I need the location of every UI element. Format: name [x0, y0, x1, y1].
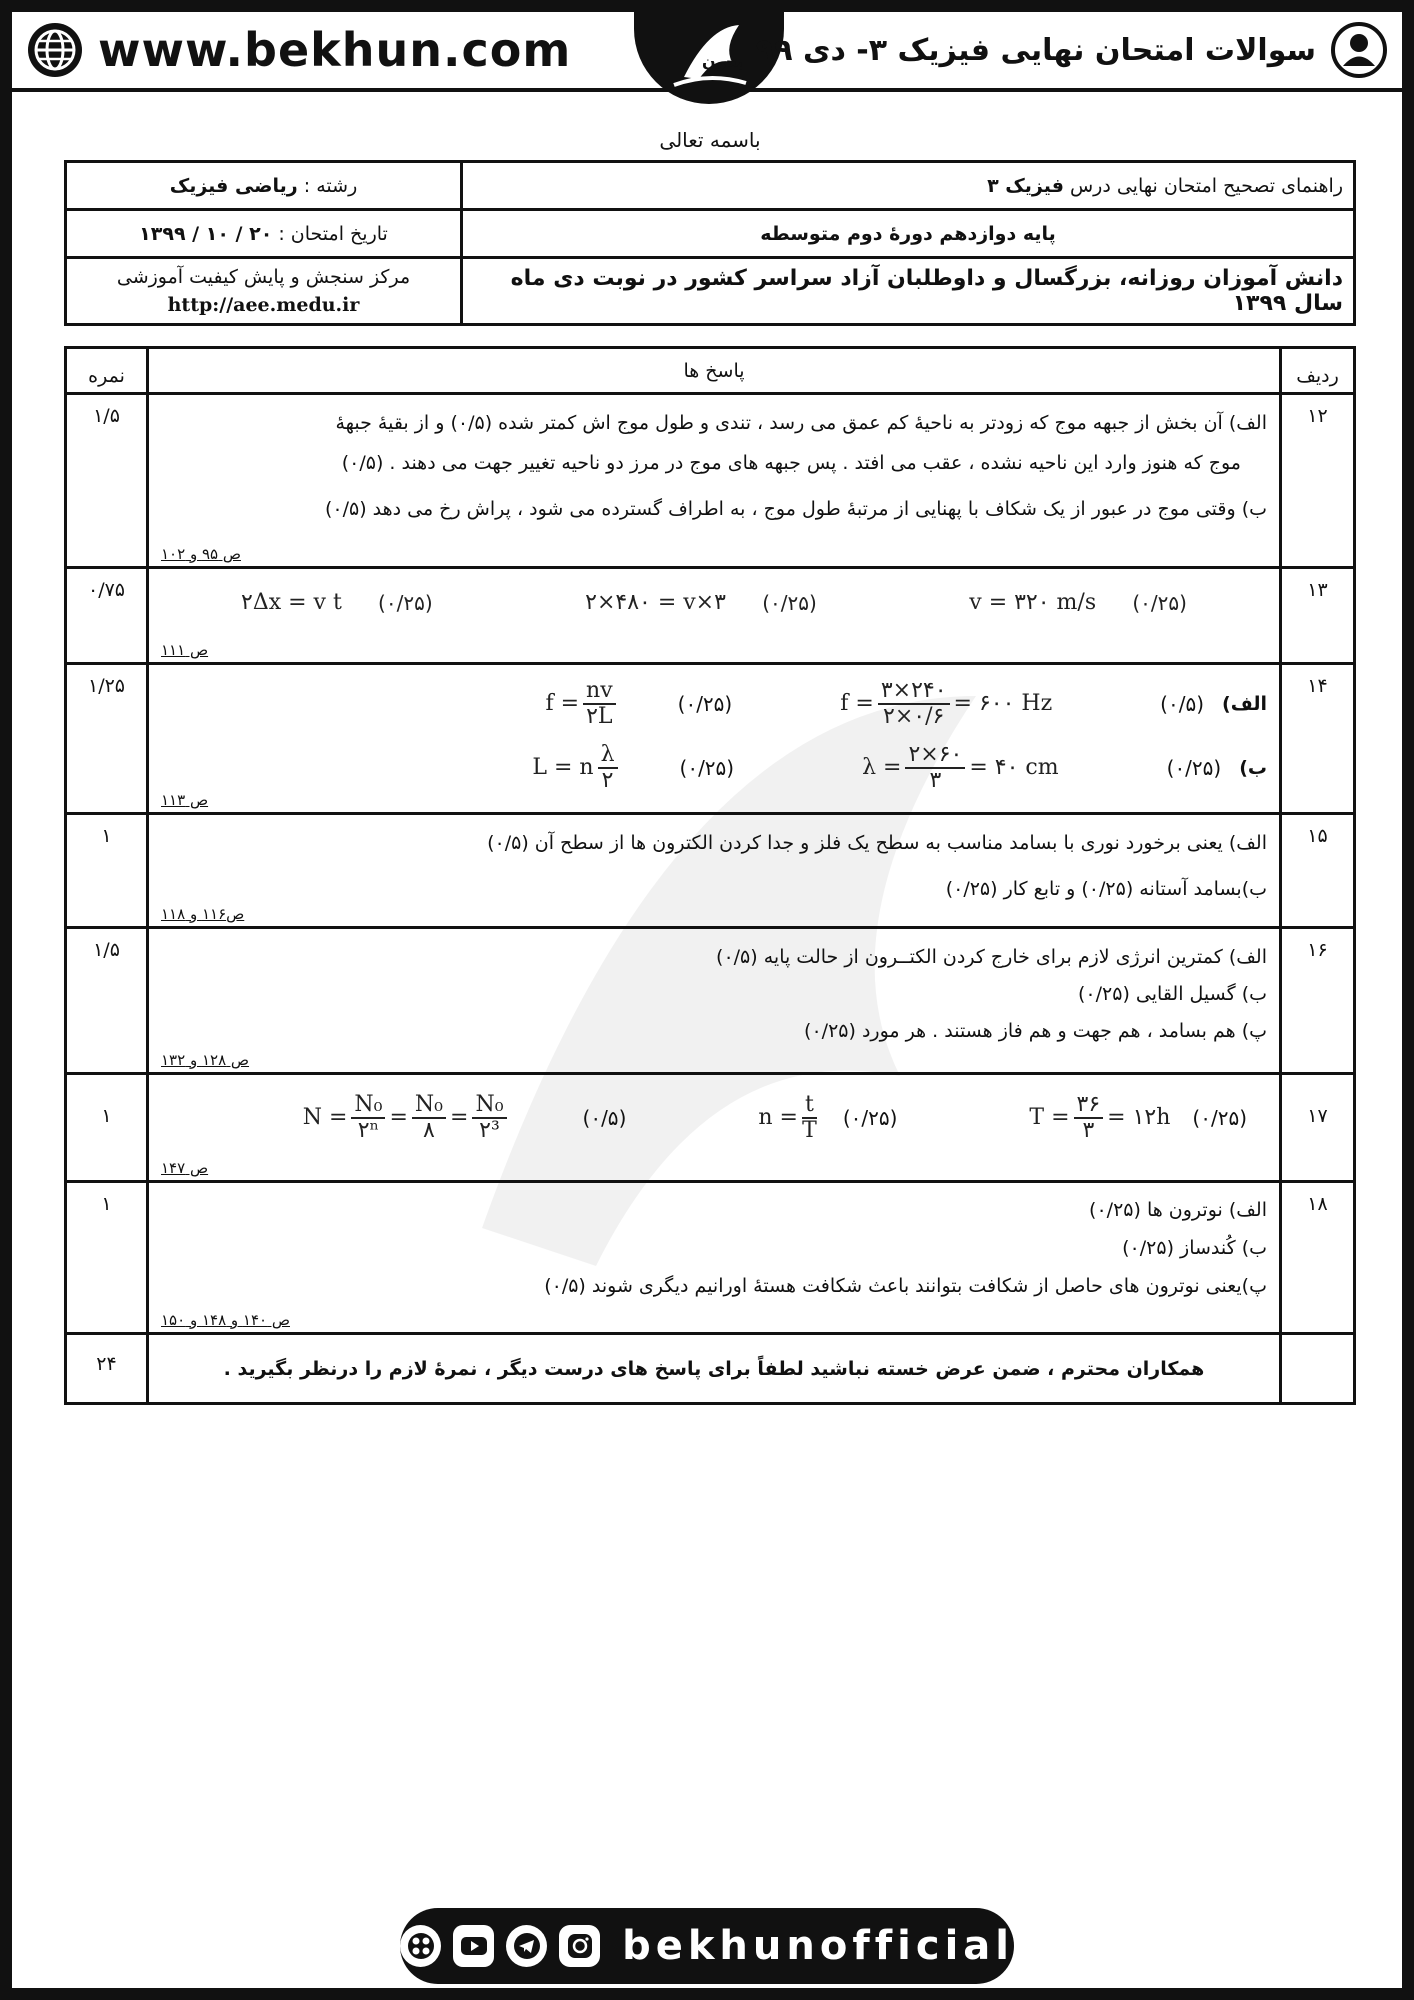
equation-lhs: L = n [532, 755, 594, 780]
user-icon [1330, 21, 1388, 79]
table-row [66, 1182, 1355, 1334]
answer-cell [148, 664, 1281, 814]
equation [545, 679, 619, 729]
equation: v = ۳۲۰ m/s [969, 590, 1097, 615]
center-url[interactable]: http://aee.medu.ir [167, 294, 360, 316]
table-row [66, 1074, 1355, 1182]
page-reference: ص ۱۱۱ [161, 641, 209, 659]
row-score: ۱ [66, 814, 148, 928]
numerator: ۳×۲۴۰ [878, 679, 950, 705]
numerator: t [802, 1093, 817, 1119]
fraction [412, 1093, 446, 1143]
answer-line: موج که هنوز وارد این ناحیه نشده ، عقب می افتد . پس جبهه های موج در مرز دو ناحیه تغییر جهت می دهند . (۰/۵) [341, 452, 1241, 474]
answer-line: الف) آن بخش از جبهه موج که زودتر به ناحیهٔ کم عمق می رسد ، تندی و طول موج اش کمتر شده (۰/۵) و از بقیهٔ جبههٔ [335, 412, 1267, 434]
aparat-icon[interactable] [400, 1925, 441, 1967]
numerator: ۲×۶۰ [905, 743, 965, 769]
equation [758, 1093, 820, 1143]
answer-line: ب) وقتی موج در عبور از یک شکاف با پهنایی از مرتبهٔ طول موج ، به اطراف گسترده می شود ، پراش رخ می دهد (۰/۵) [324, 498, 1267, 520]
logo-text: بخون [702, 52, 744, 71]
part-label: ب) [1239, 757, 1267, 779]
logo-emblem [654, 17, 764, 97]
page-reference: ص ۱۲۸ و ۱۳۲ [161, 1051, 250, 1069]
exam-title: سوالات امتحان نهایی فیزیک ۳- دی ۹۹ [755, 32, 1316, 68]
points: (۰/۲۵) [842, 1106, 898, 1130]
field-value: ریاضی فیزیک [169, 174, 298, 197]
equals-sign: = [450, 1105, 469, 1130]
points: (۰/۲۵) [1132, 591, 1187, 615]
points: (۰/۲۵) [762, 591, 817, 615]
equation [1029, 1093, 1170, 1143]
points: (۰/۵) [582, 1106, 627, 1130]
social-handle[interactable]: bekhunofficial [622, 1923, 1014, 1969]
equation: ۲×۴۸۰ = v×۳ [585, 590, 726, 615]
page-reference: ص ۱۴۰ و ۱۴۸ و ۱۵۰ [161, 1311, 290, 1329]
answer-cell [148, 568, 1281, 664]
numerator: N₀ [412, 1093, 446, 1119]
answers-table [64, 346, 1356, 1405]
audience-cell [462, 258, 1355, 325]
equals-sign: = [389, 1105, 408, 1130]
website-text[interactable]: www.bekhun.com [98, 23, 572, 77]
page-reference: ص ۱۱۳ [161, 791, 209, 809]
answer-cell [148, 1074, 1281, 1182]
telegram-icon[interactable] [506, 1925, 547, 1967]
denominator: ۳ [1082, 1118, 1095, 1143]
grade: پایه دوازدهم دورهٔ دوم متوسطه [760, 222, 1056, 245]
denominator: ۲³ [479, 1118, 500, 1143]
date-value: ۲۰ / ۱۰ / ۱۳۹۹ [139, 222, 273, 245]
answer-line: ب)بسامد آستانه (۰/۲۵) و تابع کار (۰/۲۵) [945, 878, 1267, 900]
answer-line: ب) گسیل القایی (۰/۲۵) [1078, 983, 1267, 1005]
youtube-icon[interactable] [453, 1925, 494, 1967]
row-score: ۱/۵ [66, 928, 148, 1074]
center-cell [66, 258, 462, 325]
equation-lhs: f = [840, 691, 874, 716]
header-score: نمره [66, 348, 148, 394]
denominator: T [802, 1118, 817, 1143]
points: (۰/۲۵) [1192, 1106, 1247, 1130]
answer-cell [148, 1182, 1281, 1334]
date-cell [66, 210, 462, 258]
answer-key-document [64, 128, 1356, 1405]
numerator: λ [598, 743, 618, 769]
table-row [66, 394, 1355, 568]
total-row [66, 1334, 1355, 1404]
answer-line: پ)یعنی نوترون های حاصل از شکافت بتوانند باعث شکافت هستهٔ اورانیم دیگری شوند (۰/۵) [544, 1275, 1267, 1297]
points: (۰/۲۵) [677, 692, 733, 716]
equation [840, 679, 1052, 729]
field-cell [66, 162, 462, 210]
equation-lhs: T = [1029, 1105, 1070, 1130]
instagram-icon[interactable] [559, 1925, 600, 1967]
guide-cell [462, 162, 1355, 210]
total-score: ۲۴ [66, 1334, 148, 1404]
numerator: ۳۶ [1074, 1093, 1104, 1119]
table-row [66, 928, 1355, 1074]
answer-line: پ) هم بسامد ، هم جهت و هم فاز هستند . هر مورد (۰/۲۵) [804, 1020, 1267, 1042]
page-reference: ص ۹۵ و ۱۰۲ [161, 545, 241, 563]
table-row [66, 814, 1355, 928]
part-label: الف) [1222, 693, 1267, 715]
guide-label: راهنمای تصحیح امتحان نهایی درس [1069, 174, 1343, 197]
header [12, 12, 1402, 92]
answers-header-row [66, 348, 1355, 394]
equation-line [161, 577, 1267, 623]
equation-lhs: n = [758, 1105, 798, 1130]
row-number: ۱۵ [1281, 814, 1355, 928]
equation [532, 743, 621, 793]
equation: ۲Δx = v t [241, 590, 342, 615]
field-label: رشته : [303, 174, 358, 197]
denominator: ۲ⁿ [357, 1118, 380, 1143]
points: (۰/۵) [1160, 692, 1205, 716]
answer-line: ب) کُندساز (۰/۲۵) [1122, 1237, 1267, 1259]
row-number: ۱۶ [1281, 928, 1355, 1074]
globe-icon [26, 21, 84, 79]
denominator: ۲ [601, 768, 614, 793]
equation-rhs: = ۴۰ cm [969, 755, 1059, 780]
equation-lhs: λ = [862, 755, 902, 780]
grade-cell [462, 210, 1355, 258]
row-number: ۱۴ [1281, 664, 1355, 814]
date-label: تاریخ امتحان : [278, 222, 388, 245]
row-number: ۱۳ [1281, 568, 1355, 664]
answer-cell [148, 928, 1281, 1074]
page-reference: ص۱۱۶ و ۱۱۸ [161, 905, 245, 923]
table-row [66, 568, 1355, 664]
empty-cell [1281, 1334, 1355, 1404]
center-name: مرکز سنجش و پایش کیفیت آموزشی [116, 266, 411, 288]
exam-title-block [756, 20, 1388, 80]
fraction [905, 743, 965, 793]
answer-cell [148, 394, 1281, 568]
numerator: nv [583, 679, 616, 705]
bismillah: باسمه تعالی [659, 128, 761, 152]
row-number: ۱۷ [1281, 1074, 1355, 1182]
answer-line: الف) یعنی برخورد نوری با بسامد مناسب به سطح یک فلز و جدا کردن الکترون ها از سطح آن (۰/۵) [487, 832, 1267, 854]
row-score: ۰/۷۵ [66, 568, 148, 664]
website-link[interactable] [26, 20, 571, 80]
denominator: ۳ [929, 768, 942, 793]
fraction [598, 743, 618, 793]
row-number: ۱۲ [1281, 394, 1355, 568]
equation-lhs: f = [545, 691, 580, 716]
exam-info-table [64, 160, 1356, 326]
fraction [351, 1093, 385, 1143]
fraction [802, 1093, 817, 1143]
equation [862, 743, 1059, 793]
row-score: ۱/۵ [66, 394, 148, 568]
fraction [1074, 1093, 1104, 1143]
denominator: ۸ [423, 1118, 435, 1143]
fraction [878, 679, 950, 729]
total-note: همکاران محترم ، ضمن عرض خسته نباشید لطفاً برای پاسخ های درست دیگر ، نمرهٔ لازم را درنظر بگیرید . [148, 1334, 1281, 1404]
answer-line: الف) نوترون ها (۰/۲۵) [1089, 1199, 1267, 1221]
row-score: ۱ [66, 1182, 148, 1334]
equation-rhs: = ۱۲h [1107, 1105, 1171, 1130]
fraction [583, 679, 616, 729]
equation [303, 1093, 511, 1143]
points: (۰/۲۵) [679, 756, 735, 780]
points: (۰/۲۵) [1166, 756, 1222, 780]
header-answers: پاسخ ها [148, 348, 1281, 394]
subject: فیزیک ۳ [987, 174, 1064, 197]
equation-rhs: = ۶۰۰ Hz [953, 691, 1053, 716]
points: (۰/۲۵) [378, 591, 433, 615]
row-score: ۱ [66, 1074, 148, 1182]
equation-lhs: N = [302, 1105, 348, 1130]
audience: دانش آموزان روزانه، بزرگسال و داوطلبان آزاد سراسر کشور در نوبت دی ماه سال ۱۳۹۹ [510, 266, 1343, 316]
row-number: ۱۸ [1281, 1182, 1355, 1334]
answer-cell [148, 814, 1281, 928]
denominator: ۲L [586, 704, 613, 729]
table-row [66, 664, 1355, 814]
numerator: N₀ [351, 1093, 385, 1119]
page-reference: ص ۱۴۷ [161, 1159, 209, 1177]
denominator: ۲×۰/۶ [883, 704, 945, 729]
row-score: ۱/۲۵ [66, 664, 148, 814]
fraction [472, 1093, 506, 1143]
social-footer [400, 1908, 1014, 1984]
header-radif: ردیف [1281, 348, 1355, 394]
answer-line: الف) کمترین انرژی لازم برای خارج کردن الکتــرون از حالت پایه (۰/۵) [716, 946, 1267, 968]
numerator: N₀ [472, 1093, 506, 1119]
